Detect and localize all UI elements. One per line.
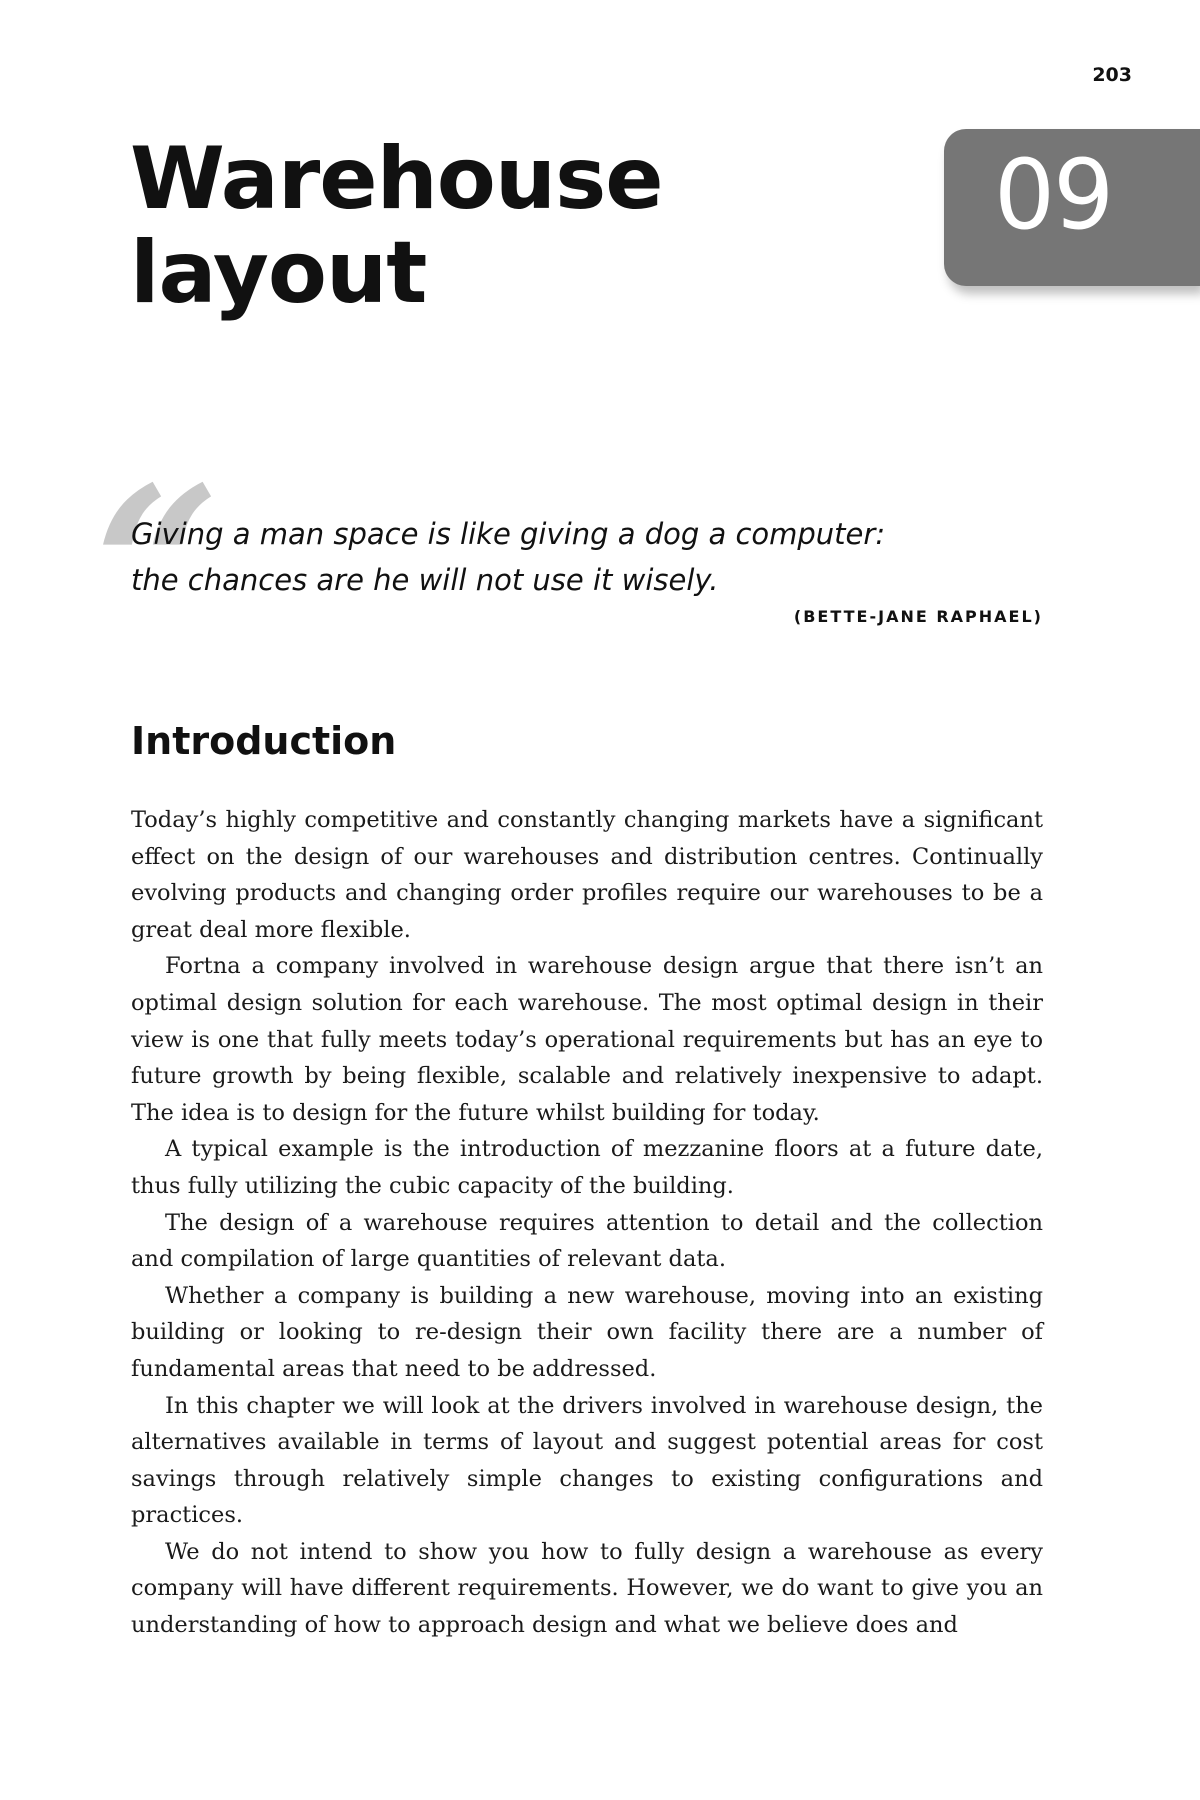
quote-mark-icon: “ xyxy=(94,438,221,697)
chapter-title-line: Warehouse xyxy=(130,129,663,229)
paragraph: A typical example is the introduction of mezzanine floors at a future date, thus fully utilizing the cubic capacity of the building. xyxy=(131,1136,1043,1199)
chapter-number: 09 xyxy=(994,139,1113,251)
body-text xyxy=(131,802,1043,1644)
paragraph: We do not intend to show you how to fully design a warehouse as every company will have different requirements. However, we do want to give you an understanding of how to approach design and what we believe does and xyxy=(131,1538,1043,1639)
epigraph-line: the chances are he will not use it wisely. xyxy=(131,563,719,597)
chapter-title xyxy=(130,129,663,323)
paragraph: Today’s highly competitive and constantly changing markets have a significant effect on the design of our warehouses and distribution centres. Continually evolving products and changing order profiles require our warehouses to be a great deal more flexible. xyxy=(131,807,1043,943)
paragraph: Fortna a company involved in warehouse design argue that there isn’t an optimal design solution for each warehouse. The most optimal design in their view is one that fully meets today’s operational requirements but has an eye to future growth by being flexible, scalable and relatively inexpensive to adapt. The idea is to design for the future whilst building for today. xyxy=(131,953,1043,1126)
section-heading: Introduction xyxy=(131,719,397,763)
chapter-number-tab xyxy=(944,129,1200,286)
chapter-title-line: layout xyxy=(130,223,427,323)
epigraph-line: Giving a man space is like giving a dog a computer: xyxy=(131,517,886,551)
epigraph-attribution: (BETTE-JANE RAPHAEL) xyxy=(793,607,1043,626)
paragraph: The design of a warehouse requires attention to detail and the collection and compilation of large quantities of relevant data. xyxy=(131,1209,1043,1273)
paragraph: Whether a company is building a new warehouse, moving into an existing building or looking to re-design their own facility there are a number of fundamental areas that need to be addressed. xyxy=(131,1282,1043,1382)
paragraph: In this chapter we will look at the drivers involved in warehouse design, the alternatives available in terms of layout and suggest potential areas for cost savings through relatively simple changes to existing configurations and practices. xyxy=(131,1392,1043,1529)
epigraph-quote xyxy=(131,511,1051,603)
page-number: 203 xyxy=(1092,64,1132,86)
